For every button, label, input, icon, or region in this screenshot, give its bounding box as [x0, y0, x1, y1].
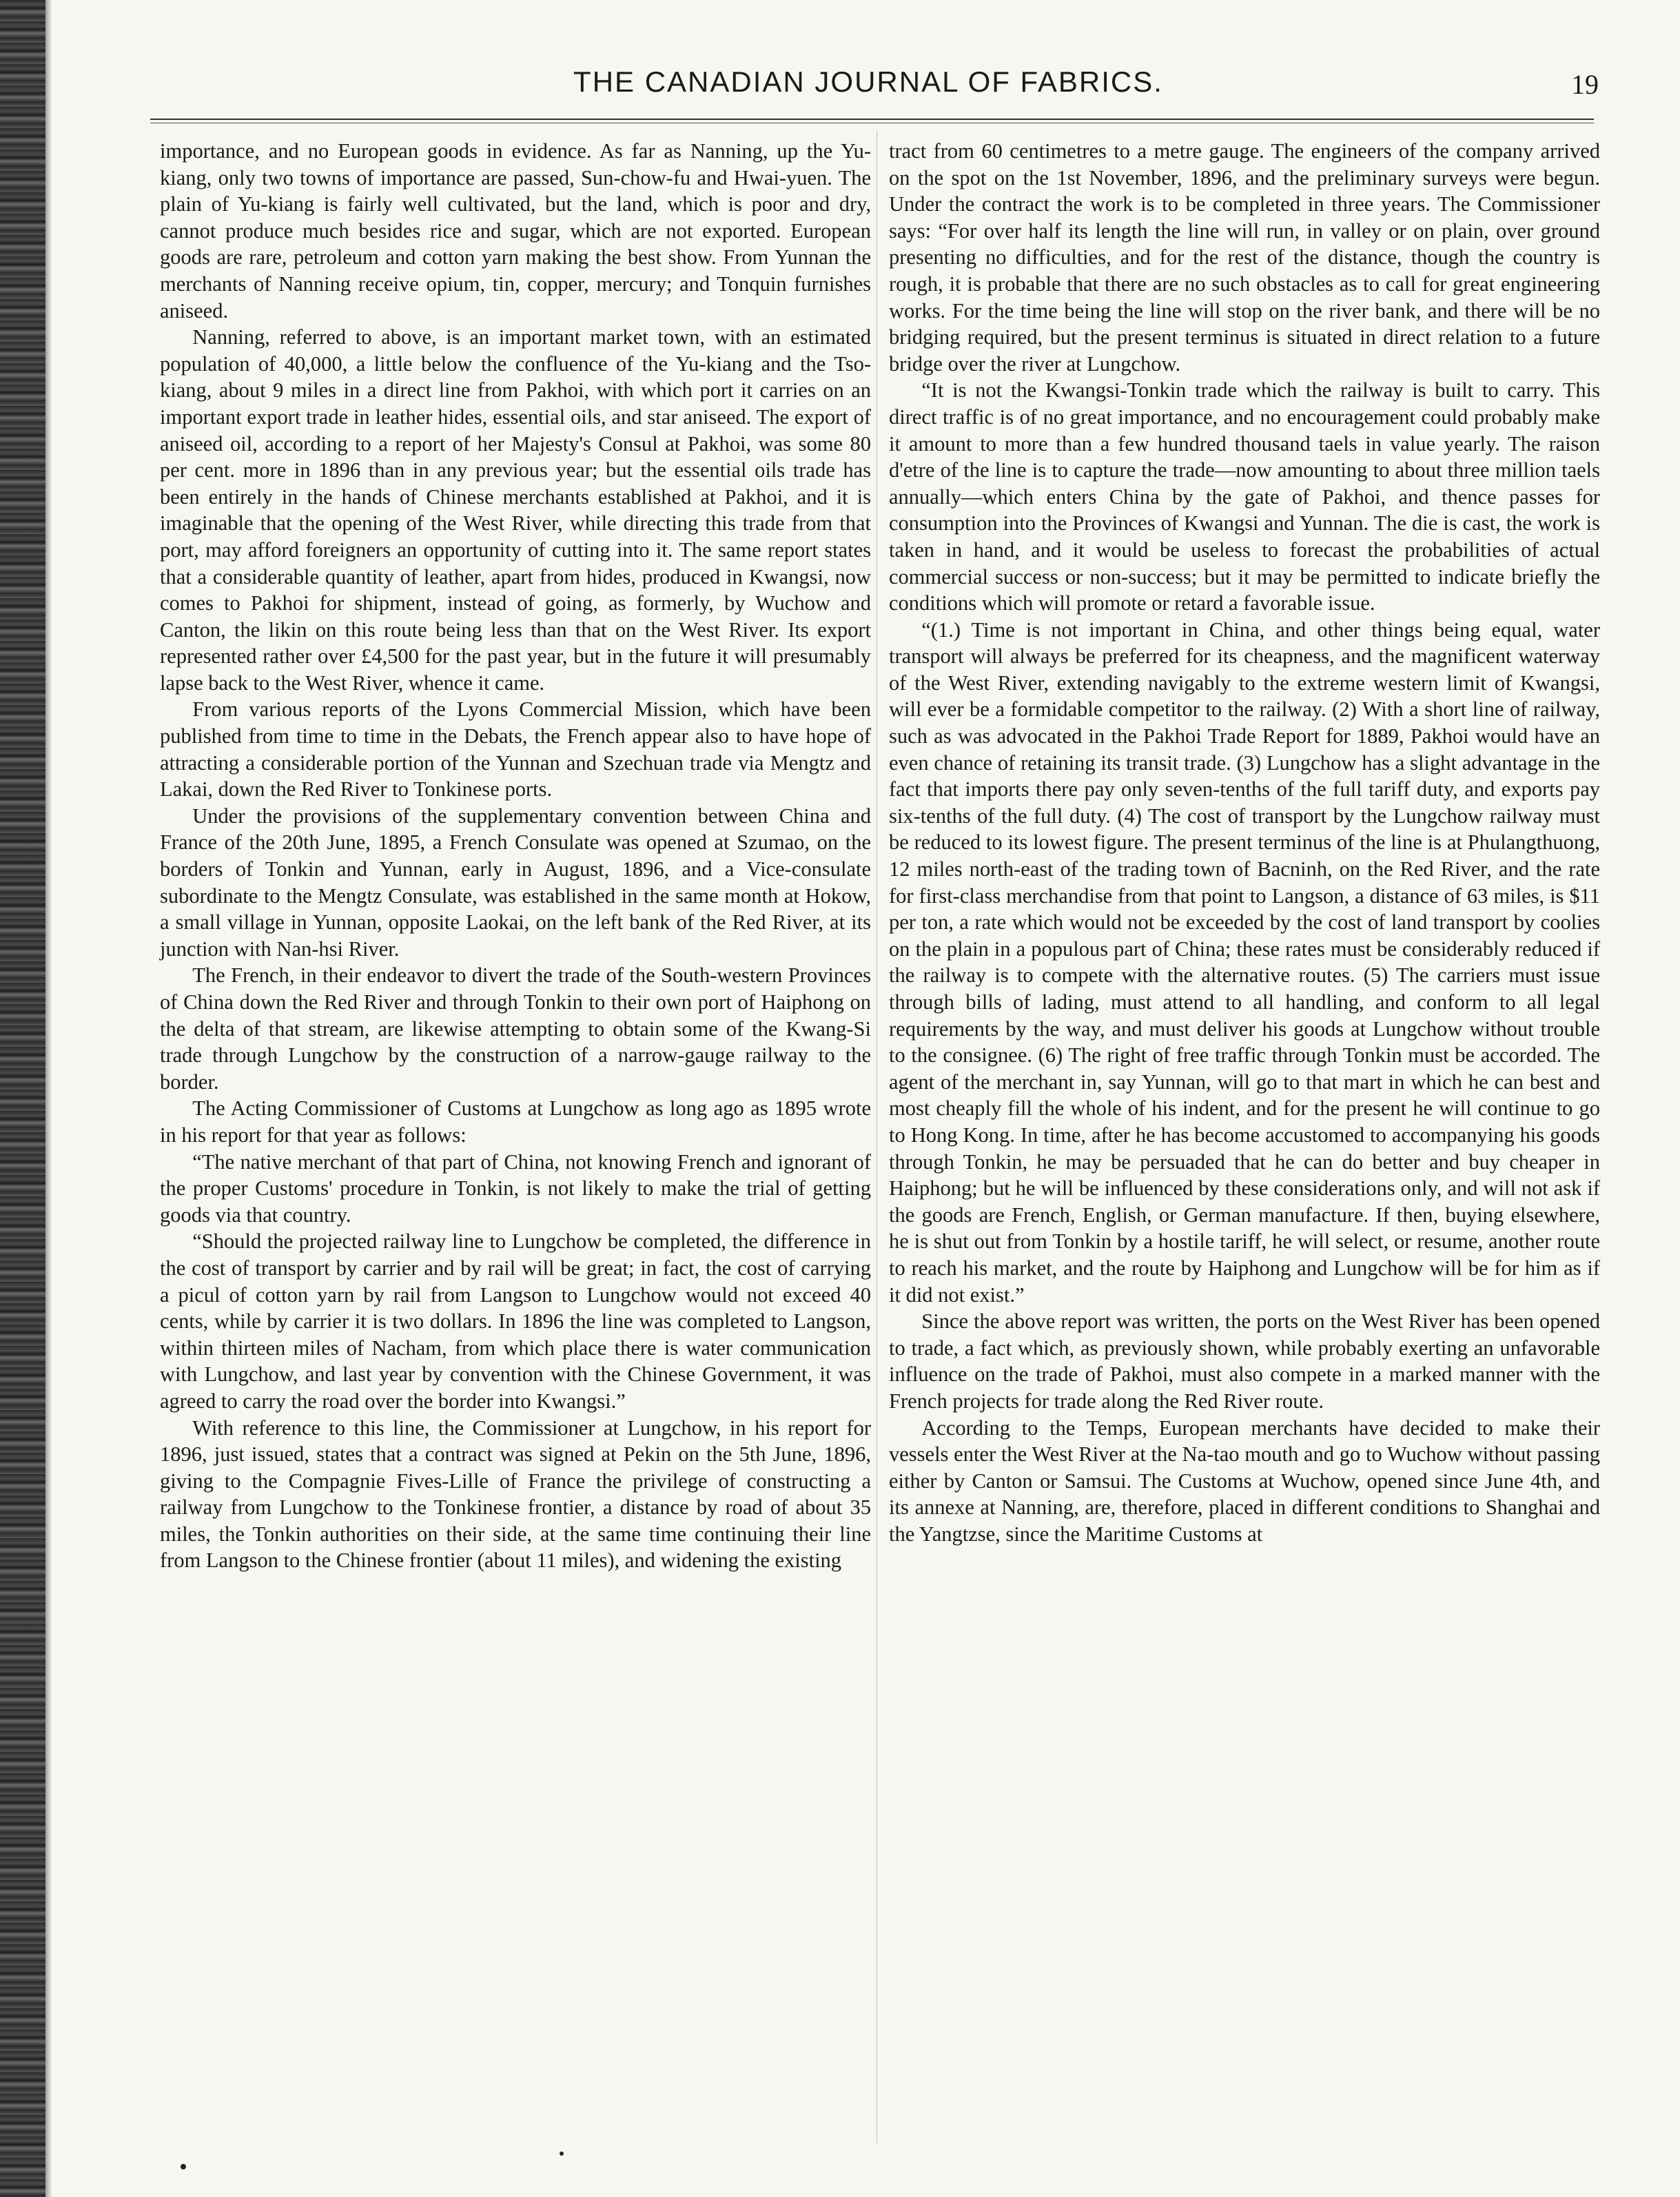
paragraph: “The native merchant of that part of China, not knowing French and ignorant of the proper Customs' procedure in Tonkin, is not likely to make the trial of getting goods via that country. [160, 1149, 871, 1227]
page-header [138, 65, 1599, 114]
paragraph: Since the above report was written, the ports on the West River has been opened to trade, a fact which, as previously shown, while probably exerting an unfavorable influence on the trade of Pakhoi, must also compete in a marked manner with the French projects for trade along the Red River route. [889, 1309, 1600, 1413]
paragraph: importance, and no European goods in evidence. As far as Nanning, up the Yu-kiang, only two towns of importance are passed, Sun-chow-fu and Hwai-yuen. The plain of Yu-kiang is fairly well cultivated, but the land, which is poor and dry, cannot produce much besides rice and sugar, which are not exported. European goods are rare, petroleum and cotton yarn making the best show. From Yunnan the merchants of Nanning receive opium, tin, copper, mercury; and Tonquin furnishes aniseed. [160, 139, 871, 323]
right-column [889, 138, 1600, 1547]
paragraph: tract from 60 centimetres to a metre gauge. The engineers of the company arrived on the spot on the 1st November, 1896, and the preliminary surveys were begun. Under the contract the work is to be completed in three years. The Commissioner says: “For over half its length the line will run, in valley or on plain, over ground presenting no difficulties, and for the rest of the distance, though the country is rough, it is probable that there are no such obstacles as to call for great engineering works. For the time being the line will stop on the river bank, and there will be no bridging required, but the present terminus is situated in direct relation to a future bridge over the river at Lungchow. [889, 139, 1600, 376]
left-column [160, 138, 871, 1574]
paragraph: Under the provisions of the supplementary convention between China and France of the 20th June, 1895, a French Consulate was opened at Szumao, on the borders of Tonkin and Yunnan, early in August, 1896, and a Vice-consulate subordinate to the Mengtz Consulate, was established in the same month at Hokow, a small village in Yunnan, opposite Laokai, on the left bank of the Red River, at its junction with Nan-hsi River. [160, 804, 871, 961]
ink-speck [560, 2152, 564, 2156]
paragraph: The French, in their endeavor to divert the trade of the South-western Provinces of China down the Red River and through Tonkin to their own port of Haiphong on the delta of that stream, are likewise attempting to obtain some of the Kwang-Si trade through Lungchow by the construction of a narrow-gauge railway to the border. [160, 963, 871, 1094]
paragraph: “Should the projected railway line to Lungchow be completed, the difference in the cost of transport by carrier and by rail will be great; in fact, the cost of carrying a picul of cotton yarn by rail from Langson to Lungchow would not exceed 40 cents, while by carrier it is two dollars. In 1896 the line was completed to Langson, within thirteen miles of Nacham, from which place there is water communication with Lungchow, and last year by convention with the Chinese Government, it was agreed to carry the road over the border into Kwangsi.” [160, 1229, 871, 1413]
paragraph: “(1.) Time is not important in China, and other things being equal, water transport will always be preferred for its cheapness, and the magnificent waterway of the West River, extending navigably to the extreme western limit of Kwangsi, will ever be a formidable competitor to the railway. (2) With a short line of railway, such as was advocated in the Pakhoi Trade Report for 1889, Pakhoi would have an even chance of retaining its transit trade. (3) Lungchow has a slight advantage in the fact that imports there pay only seven-tenths of the full tariff duty, and exports pay six-tenths of the full duty. (4) The cost of transport by the Lungchow railway must be reduced to its lowest figure. The present terminus of the line is at Phulangthuong, 12 miles north-east of the trading town of Bacninh, on the Red River, and the rate for first-class merchandise from that point to Langson, a distance of 63 miles, is $11 per ton, a rate which would not be exceeded by the cost of land transport by coolies on the plain in a populous part of China; these rates must be considerably reduced if the railway is to compete with the alternative routes. (5) The carriers must issue through bills of lading, must attend to all handling, and conform to all legal requirements by the way, and must deliver his goods at Lungchow without trouble to the consignee. (6) The right of free traffic through Tonkin must be accorded. The agent of the merchant in, say Yunnan, will go to that mart in which he can best and most cheaply fill the whole of his indent, and for the present he will continue to go to Hong Kong. In time, after he has become accustomed to accompanying his goods through Tonkin, he may be persuaded that he can do better and buy cheaper in Haiphong; but he will be influenced by these considerations only, and will not ask if the goods are French, English, or German manufacture. If then, buying elsewhere, he is shut out from Tonkin by a hostile tariff, he will select, or resume, another route to reach his market, and the route by Haiphong and Lungchow will be for him as if it did not exist.” [889, 617, 1600, 1307]
paragraph: Nanning, referred to above, is an important market town, with an estimated population of 40,000, a little below the confluence of the Yu-kiang and the Tso-kiang, about 9 miles in a direct line from Pakhoi, with which port it carries on an important export trade in leather hides, essential oils, and star aniseed. The export of aniseed oil, according to a report of her Majesty's Consul at Pakhoi, was some 80 per cent. more in 1896 than in any previous year; but the essential oils trade has been entirely in the hands of Chinese merchants established at Pakhoi, and it is imaginable that the opening of the West River, while directing this trade from that port, may afford foreigners an opportunity of cutting into it. The same report states that a considerable quantity of leather, apart from hides, produced in Kwangsi, now comes to Pakhoi for shipment, instead of going, as formerly, by Wuchow and Canton, the likin on this route being less than that on the West River. Its export represented rather over £4,500 for the past year, but in the future it will presumably lapse back to the West River, whence it came. [160, 325, 871, 695]
page-number: 19 [1571, 69, 1599, 100]
paragraph: According to the Temps, European merchants have decided to make their vessels enter the West River at the Na-tao mouth and go to Wuchow without passing either by Canton or Samsui. The Customs at Wuchow, opened since June 4th, and its annexe at Nanning, are, therefore, placed in different conditions to Shanghai and the Yangtzse, since the Maritime Customs at [889, 1416, 1600, 1546]
binding-edge [0, 0, 45, 2197]
paragraph: From various reports of the Lyons Commercial Mission, which have been published from time to time in the Debats, the French appear also to have hope of attracting a considerable portion of the Yunnan and Szechuan trade via Mengtz and Lakai, down the Red River to Tonkinese ports. [160, 697, 871, 801]
paragraph: The Acting Commissioner of Customs at Lungchow as long ago as 1895 wrote in his report for that year as follows: [160, 1096, 871, 1147]
paragraph: “It is not the Kwangsi-Tonkin trade which the railway is built to carry. This direct traffic is of no great importance, and no encouragement could probably make it amount to more than a few hundred thousand taels in value yearly. The raison d'etre of the line is to capture the trade—now amounting to about three million taels annually—which enters China by the gate of Pakhoi, and thence passes for consumption into the Provinces of Kwangsi and Yunnan. The die is cast, the work is taken in hand, and it would be useless to forecast the probabilities of actual commercial success or non-success; but it may be permitted to indicate briefly the conditions which will promote or retard a favorable issue. [889, 378, 1600, 615]
paragraph: With reference to this line, the Commissioner at Lungchow, in his report for 1896, just issued, states that a contract was signed at Pekin on the 5th June, 1896, giving to the Compagnie Fives-Lille of France the privilege of constructing a railway from Lungchow to the Tonkinese frontier, a distance by road of about 35 miles, the Tonkin authorities on their side, at the same time continuing their line from Langson to the Chinese frontier (about 11 miles), and widening the existing [160, 1416, 871, 1573]
ink-speck [181, 2164, 186, 2169]
header-rule [150, 119, 1594, 123]
journal-title: THE CANADIAN JOURNAL OF FABRICS. [573, 65, 1163, 98]
